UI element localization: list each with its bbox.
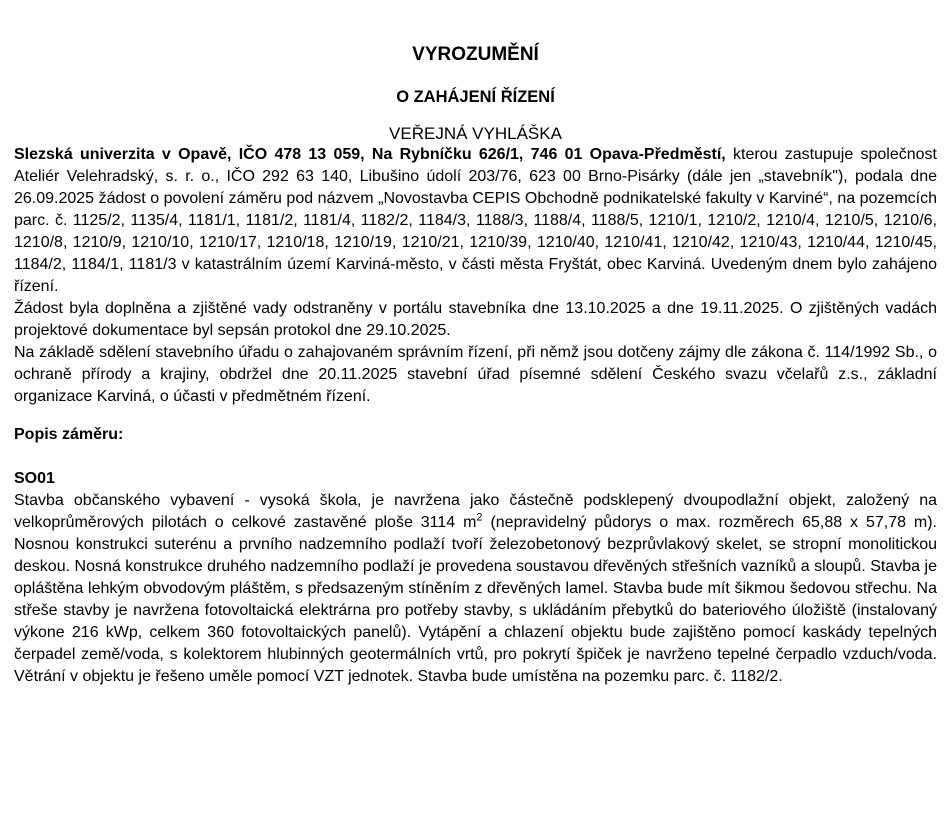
so01-label: SO01	[14, 470, 55, 487]
so01-text-after-sup: (nepravidelný půdorys o max. rozměrech 65,88 x 57,78 m). Nosnou konstrukci suterénu a prvního nadzemního podlaží tvoří železobetonový bezprůvlakový skelet, se stropní monolitickou deskou. Nosná konstrukce druhého nadzemního podlaží je provedena soustavou dřevěných střešních vazníků a sloupů. Stavba je opláštěna lehkým obvodovým pláštěm, s předsazeným stíněním z dřevěných lamel. Stavba bude mít šikmou šedovou střechu. Na střeše stavby je navržena fotovoltaická elektrárna pro potřeby stavby, s ukládáním přebytků do bateriového úložiště (instalovaný výkone 216 kWp, celkem 360 fotovoltaických panelů). Vytápění a chlazení objektu bude zajištěno pomocí kaskády tepelných čerpadel země/voda, s kolektorem hlubinných geotermálních vrtů, pro pokrytí špiček je navrženo tepelné čerpadlo vzduch/voda. Větrání v objektu je řešeno uměle pomocí VZT jednotek. Stavba bude umístěna na pozemku parc. č. 1182/2.	[14, 514, 938, 685]
paragraph-supplement: Žádost byla doplněna a zjištěné vady odstraněny v portálu stavebníka dne 13.10.2025 a dne 19.11.2025. O zjištěných vadách projektové dokumentace byl sepsán protokol dne 29.10.2025.	[14, 300, 937, 339]
applicant-rest-text: kterou zastupuje společnost Ateliér Velehradský, s. r. o., IČO 292 63 140, Libušino údolí 203/76, 623 00 Brno-Pisárky (dále jen „stavebník"), podala dne 26.09.2025 žádost o povolení záměru pod názvem „Novostavba CEPIS Obchodně podnikatelské fakulty v Karviné“, na pozemcích parc. č. 1125/2, 1135/4, 1181/1, 1181/2, 1181/4, 1182/2, 1184/3, 1188/3, 1188/4, 1188/5, 1210/1, 1210/2, 1210/4, 1210/5, 1210/6, 1210/8, 1210/9, 1210/10, 1210/17, 1210/18, 1210/19, 1210/21, 1210/39, 1210/40, 1210/41, 1210/42, 1210/43, 1210/44, 1210/45, 1184/2, 1184/1, 1181/3 v katastrálním území Karviná-město, v části města Fryštát, obec Karviná. Uvedeným dnem bylo zahájeno řízení.	[14, 146, 937, 295]
document-subtitle-bold: O ZAHÁJENÍ ŘÍZENÍ	[396, 88, 555, 106]
paragraph-applicant	[14, 144, 937, 298]
document-title: VYROZUMĚNÍ	[412, 44, 539, 65]
square-meter-superscript: 2	[476, 511, 483, 524]
document-subtitle: VEŘEJNÁ VYHLÁŠKA	[389, 124, 562, 143]
applicant-bold-lead: Slezská univerzita v Opavě, IČO 478 13 059, Na Rybníčku 626/1, 746 01 Opava-Předměstí,	[14, 146, 726, 163]
so01-text-before-sup: Stavba občanského vybavení - vysoká škola, je navržena jako částečně podsklepený dvoupodlažní objekt, založený na velkoprůměrových pilotách o celkové zastavěné ploše 3114 m	[14, 492, 937, 531]
paragraph-so01-description	[14, 490, 937, 688]
paragraph-notice: Na základě sdělení stavebního úřadu o zahajovaném správním řízení, při němž jsou dotčeny zájmy dle zákona č. 114/1992 Sb., o ochraně přírody a krajiny, obdržel dne 20.11.2025 stavební úřad písemné sdělení Českého svazu včelařů z.s., základní organizace Karviná, o účasti v předmětném řízení.	[14, 344, 937, 405]
section-heading-popis-zameru: Popis záměru:	[14, 426, 124, 443]
